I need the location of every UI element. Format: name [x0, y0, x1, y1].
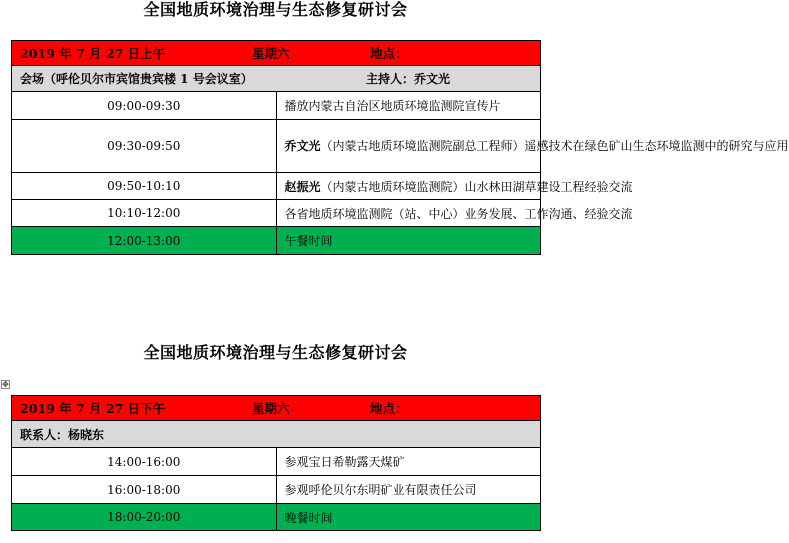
row-content: 晚餐时间 — [276, 504, 541, 531]
row-content: 午餐时间 — [276, 227, 541, 255]
row-time: 10:10-12:00 — [12, 200, 277, 227]
row-content: 各省地质环境监测院（站、中心）业务发展、工作沟通、经验交流 — [276, 200, 541, 227]
morning-info-row — [12, 66, 541, 92]
morning-break-row — [12, 227, 541, 255]
row-content — [276, 120, 789, 173]
afternoon-break-row — [12, 504, 541, 531]
table-row — [12, 120, 541, 173]
morning-venue: 会场（呼伦贝尔市宾馆贵宾楼 1 号会议室） — [20, 72, 253, 86]
morning-weekday: 星期六 — [252, 46, 290, 61]
afternoon-header-row — [12, 396, 541, 421]
table-row — [12, 92, 541, 120]
afternoon-weekday: 星期六 — [252, 401, 290, 416]
talk-description: （内蒙古地质环境监测院副总工程师）遥感技术在绿色矿山生态环境监测中的研究与应用 — [320, 139, 789, 153]
table-row — [12, 200, 541, 227]
row-time: 12:00-13:00 — [12, 227, 277, 255]
morning-date: 2019 年 7 月 27 日上午 — [20, 46, 166, 61]
speaker-name: 乔文光 — [284, 139, 321, 153]
afternoon-location-label: 地点： — [370, 401, 408, 416]
afternoon-title: 全国地质环境治理与生态修复研讨会 — [143, 343, 408, 362]
row-time: 09:30-09:50 — [12, 120, 277, 173]
row-time: 09:00-09:30 — [12, 92, 277, 120]
speaker-name: 赵振光 — [284, 179, 321, 194]
row-time: 09:50-10:10 — [12, 173, 277, 200]
morning-location-label: 地点： — [370, 46, 408, 61]
afternoon-info-row — [12, 421, 541, 448]
morning-schedule-table — [11, 40, 789, 255]
row-content: 参观呼伦贝尔东明矿业有限责任公司 — [276, 476, 541, 504]
afternoon-date: 2019 年 7 月 27 日下午 — [20, 401, 166, 416]
table-row — [12, 448, 541, 476]
afternoon-contact: 联系人：杨晓东 — [12, 421, 541, 448]
afternoon-schedule-table — [11, 395, 541, 531]
talk-description: （内蒙古地质环境监测院）山水林田湖草建设工程经验交流 — [320, 179, 633, 194]
morning-header-row — [12, 41, 541, 66]
table-row — [12, 173, 541, 200]
row-time: 18:00-20:00 — [12, 504, 277, 531]
move-arrows-icon[interactable]: ✥ — [2, 380, 9, 389]
row-content: 播放内蒙古自治区地质环境监测院宣传片 — [276, 92, 541, 120]
row-content — [276, 173, 633, 200]
row-time: 16:00-18:00 — [12, 476, 277, 504]
morning-host: 主持人：乔文光 — [366, 72, 451, 86]
table-row — [12, 476, 541, 504]
row-content: 参观宝日希勒露天煤矿 — [276, 448, 541, 476]
morning-title: 全国地质环境治理与生态修复研讨会 — [143, 0, 408, 19]
row-time: 14:00-16:00 — [12, 448, 277, 476]
